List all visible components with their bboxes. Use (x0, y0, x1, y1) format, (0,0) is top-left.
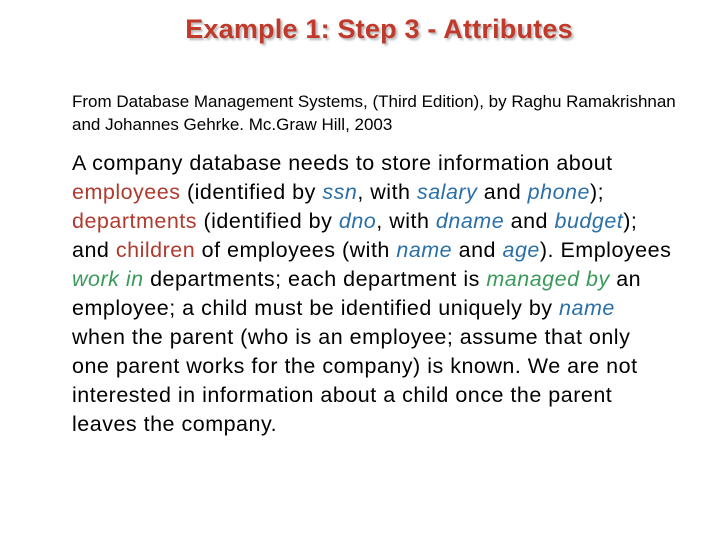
body-text-segment: ); (589, 180, 605, 204)
body-text-segment: an employee; a child must be identified uniquely by (72, 267, 642, 320)
body-text-segment: and (477, 180, 528, 204)
attribute-name: name (396, 238, 453, 262)
attribute-child-name: name (559, 296, 615, 320)
entity-departments: departments (72, 209, 198, 233)
body-text-segment: ). Employees (539, 238, 672, 262)
body-text-segment: A company database needs to store information about (72, 151, 613, 175)
attribute-budget: budget (554, 209, 624, 233)
body-text-segment: and (504, 209, 555, 233)
body-text-segment: departments; each department is (143, 267, 487, 291)
attribute-dno: dno (338, 209, 377, 233)
attribute-phone: phone (527, 180, 590, 204)
relationship-managed-by: managed by (486, 267, 610, 291)
problem-description (72, 149, 672, 439)
entity-employees: employees (72, 180, 181, 204)
entity-children: children (115, 238, 196, 262)
slide-title: Example 1: Step 3 - Attributes (185, 14, 573, 44)
body-text-segment: , with (376, 209, 436, 233)
source-citation: From Database Management Systems, (Third Edition), by Raghu Ramakrishnan and Johannes Gehrke. Mc.Graw Hill, 2003 (72, 92, 676, 134)
body-text-segment: of employees (with (195, 238, 397, 262)
body-text-segment: (identified by (197, 209, 339, 233)
attribute-age: age (502, 238, 540, 262)
attribute-dname: dname (435, 209, 505, 233)
relationship-work-in: work in (72, 267, 144, 291)
attribute-ssn: ssn (322, 180, 358, 204)
body-text-segment: and (452, 238, 503, 262)
body-text-segment: (identified by (180, 180, 323, 204)
body-text-segment: when the parent (who is an employee; assume that only one parent works for the company) is known. We are not interested in information about a child once the parent leaves the company. (72, 325, 638, 436)
attribute-salary: salary (416, 180, 478, 204)
body-text-segment: , with (357, 180, 417, 204)
body-text-segment: ); and (72, 209, 638, 262)
